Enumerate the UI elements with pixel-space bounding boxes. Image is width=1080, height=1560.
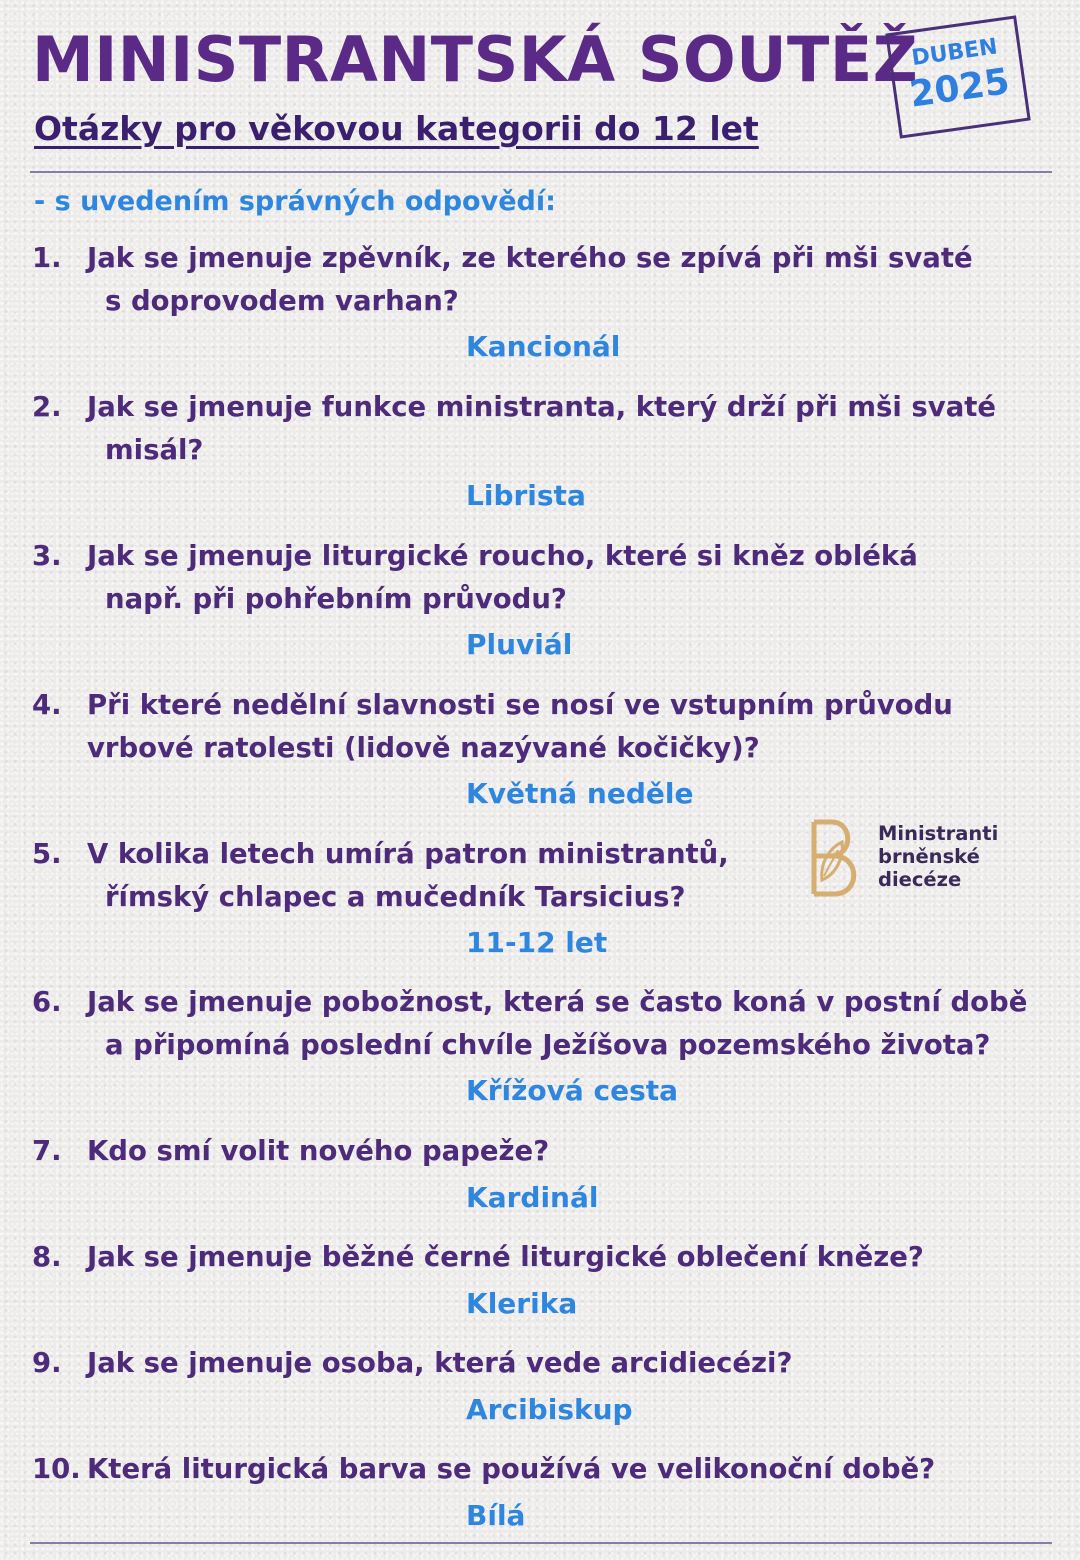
answer-text: Květná neděle — [466, 777, 694, 810]
answer-text: Klerika — [466, 1286, 578, 1320]
question-text — [87, 535, 1052, 620]
answer-text: Librista — [466, 479, 586, 512]
question-item — [32, 684, 1052, 818]
question-text — [87, 1342, 1052, 1385]
question-number: 6. — [32, 986, 62, 1018]
answer-text: 11-12 let — [466, 926, 608, 959]
question-text — [87, 1448, 1052, 1491]
answer-text: Pluviál — [466, 628, 573, 661]
question-number: 8. — [32, 1241, 62, 1273]
logo-line: Ministranti — [878, 822, 999, 845]
logo-text — [878, 822, 998, 891]
answer-text: Křížová cesta — [466, 1074, 679, 1107]
question-line: Jak se jmenuje funkce ministranta, který drží při mši svaté — [87, 391, 997, 423]
question-item — [32, 1342, 1052, 1434]
question-line: misál? — [105, 433, 204, 466]
question-number: 5. — [32, 838, 62, 870]
question-line: Při které nedělní slavnosti se nosí ve vstupním průvodu — [87, 689, 953, 721]
question-number: 2. — [32, 391, 62, 423]
question-text — [87, 1130, 1052, 1173]
question-number: 1. — [32, 242, 62, 274]
question-item — [32, 237, 1052, 371]
answer-text: Bílá — [466, 1498, 526, 1532]
question-item — [32, 981, 1052, 1115]
question-line: Jak se jmenuje osoba, která vede arcidiecézi? — [87, 1347, 793, 1379]
answer-text: Arcibiskup — [466, 1392, 633, 1426]
question-item — [32, 1130, 1052, 1222]
question-number: 4. — [32, 689, 62, 721]
logo-line: diecéze — [878, 868, 962, 891]
bottom-divider — [30, 1542, 1052, 1544]
page-title: MINISTRANTSKÁ SOUTĚŽ — [32, 23, 919, 96]
question-text — [87, 237, 1052, 322]
question-text — [87, 386, 1052, 471]
question-number: 9. — [32, 1347, 62, 1379]
question-text — [87, 684, 1052, 769]
question-item — [32, 386, 1052, 520]
question-line: s doprovodem varhan? — [105, 284, 459, 317]
question-line: Která liturgická barva se používá ve velikonoční době? — [87, 1453, 936, 1485]
question-line: vrbové ratolesti (lidově nazývané kočičky)? — [87, 731, 760, 764]
question-line: římský chlapec a mučedník Tarsicius? — [105, 880, 686, 913]
question-line: V kolika letech umírá patron ministrantů, — [87, 838, 729, 870]
question-line: Jak se jmenuje pobožnost, která se často koná v postní době — [87, 986, 1028, 1018]
question-line: Kdo smí volit nového papeže? — [87, 1135, 550, 1167]
logo-line: brněnské — [878, 845, 980, 868]
answer-text: Kancionál — [466, 330, 621, 363]
question-line: Jak se jmenuje liturgické roucho, které si kněz obléká — [87, 540, 918, 572]
diocese-logo — [808, 818, 1008, 898]
question-item — [32, 1236, 1052, 1328]
top-divider — [30, 171, 1052, 173]
question-line: Jak se jmenuje zpěvník, ze kterého se zpívá při mši svaté — [87, 242, 973, 274]
question-line: a připomíná poslední chvíle Ježíšova pozemského života? — [105, 1028, 991, 1061]
stamp-month: DUBEN — [910, 34, 1000, 72]
question-text — [87, 1236, 1052, 1279]
stamp-year: 2025 — [907, 61, 1013, 116]
question-line: Jak se jmenuje běžné černé liturgické oblečení kněze? — [87, 1241, 924, 1273]
question-number: 10. — [32, 1453, 81, 1485]
logo-b-leaf-icon — [808, 818, 864, 898]
answer-text: Kardinál — [466, 1180, 599, 1214]
intro-text: - s uvedením správných odpovědí: — [34, 186, 556, 217]
page-subtitle: Otázky pro věkovou kategorii do 12 let — [34, 109, 759, 148]
question-text — [87, 981, 1052, 1066]
question-number: 7. — [32, 1135, 62, 1167]
date-stamp — [885, 15, 1030, 138]
question-line: např. při pohřebním průvodu? — [105, 582, 567, 615]
question-item — [32, 1448, 1052, 1540]
question-number: 3. — [32, 540, 62, 572]
question-item — [32, 535, 1052, 669]
